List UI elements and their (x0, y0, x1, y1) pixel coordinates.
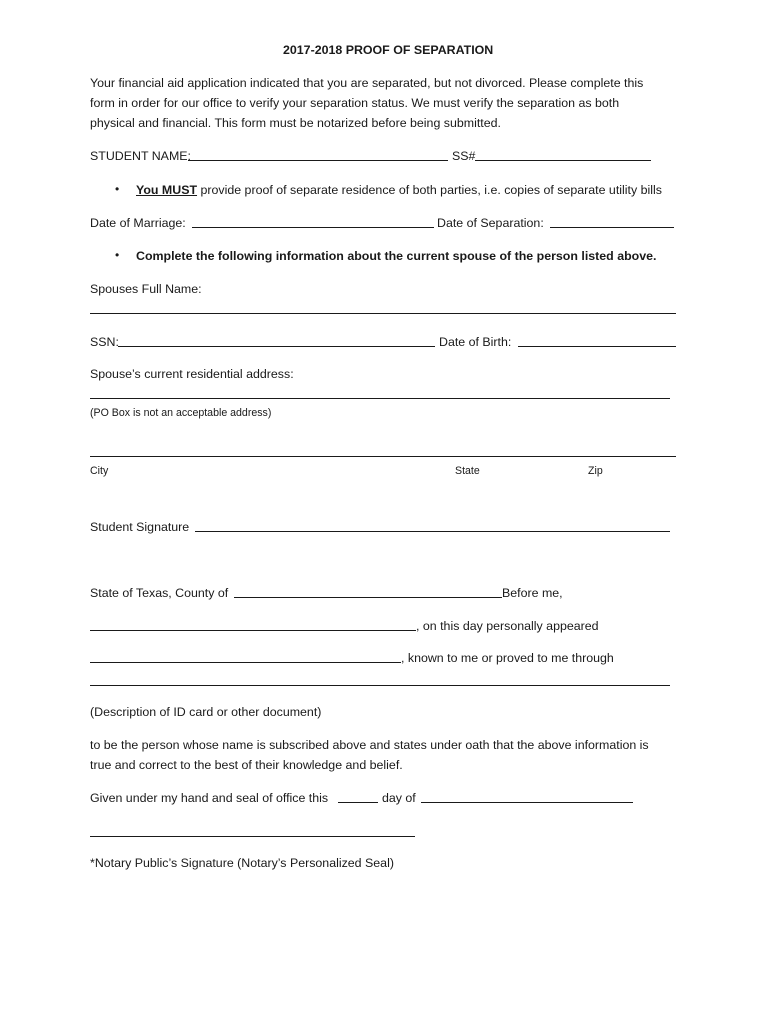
personally-appeared-text: , on this day personally appeared (416, 619, 599, 633)
zip-label: Zip (588, 465, 603, 477)
spouses-full-name-field[interactable] (90, 313, 676, 314)
before-me-text: Before me, (502, 586, 563, 600)
day-of-text: day of (382, 791, 416, 805)
notary-name-field[interactable] (90, 630, 416, 631)
bullet-1-text (136, 182, 662, 198)
date-of-marriage-field[interactable] (192, 227, 434, 228)
spouse-address-field[interactable] (90, 398, 670, 399)
spouses-full-name-label: Spouses Full Name: (90, 282, 202, 296)
bullet-icon: • (115, 182, 120, 196)
ss-label: SS# (452, 149, 476, 163)
date-of-birth-label: Date of Birth: (439, 335, 512, 349)
notary-signature-field[interactable] (90, 836, 415, 837)
intro-line-2: form in order for our office to verify your separation status. We must verify the separation as both (90, 96, 620, 110)
student-signature-label: Student Signature (90, 520, 190, 534)
ssn-field[interactable] (118, 346, 435, 347)
appeared-person-field[interactable] (90, 662, 401, 663)
intro-line-3: physical and financial. This form must be notarized before being submitted. (90, 116, 501, 130)
student-signature-field[interactable] (195, 531, 670, 532)
month-year-field[interactable] (421, 802, 633, 803)
date-of-birth-field[interactable] (518, 346, 676, 347)
bullet-icon: • (115, 248, 120, 262)
bullet-1-rest: provide proof of separate residence of both parties, i.e. copies of separate utility bills (197, 183, 662, 197)
date-of-separation-field[interactable] (550, 227, 674, 228)
state-label: State (455, 465, 480, 477)
intro-line-1: Your financial aid application indicated that you are separated, but not divorced. Please complete this (90, 76, 644, 90)
given-under-text: Given under my hand and seal of office this (90, 791, 329, 805)
city-label: City (90, 465, 109, 477)
spouse-address-label: Spouse’s current residential address: (90, 367, 294, 381)
state-county-label: State of Texas, County of (90, 586, 229, 600)
day-field[interactable] (338, 802, 378, 803)
city-state-zip-field[interactable] (90, 456, 676, 457)
you-must-text: You MUST (136, 183, 198, 197)
form-title: 2017-2018 PROOF OF SEPARATION (283, 43, 494, 57)
id-document-field[interactable] (90, 685, 670, 686)
county-field[interactable] (234, 597, 502, 598)
notary-signature-label: *Notary Public’s Signature (Notary’s Personalized Seal) (90, 856, 394, 870)
ssn-label: SSN: (90, 335, 119, 349)
oath-line-1: to be the person whose name is subscribed above and states under oath that the above information is (90, 738, 649, 752)
date-of-marriage-label: Date of Marriage: (90, 216, 186, 230)
student-name-label: STUDENT NAME: (90, 149, 191, 163)
date-of-separation-label: Date of Separation: (437, 216, 544, 230)
id-description-text: (Description of ID card or other document) (90, 705, 322, 719)
student-name-field[interactable] (188, 160, 448, 161)
oath-line-2: true and correct to the best of their knowledge and belief. (90, 758, 403, 772)
po-box-note: (PO Box is not an acceptable address) (90, 407, 272, 419)
bullet-2-text: Complete the following information about the current spouse of the person listed above. (136, 249, 657, 263)
known-to-me-text: , known to me or proved to me through (401, 651, 614, 665)
ss-field[interactable] (475, 160, 651, 161)
